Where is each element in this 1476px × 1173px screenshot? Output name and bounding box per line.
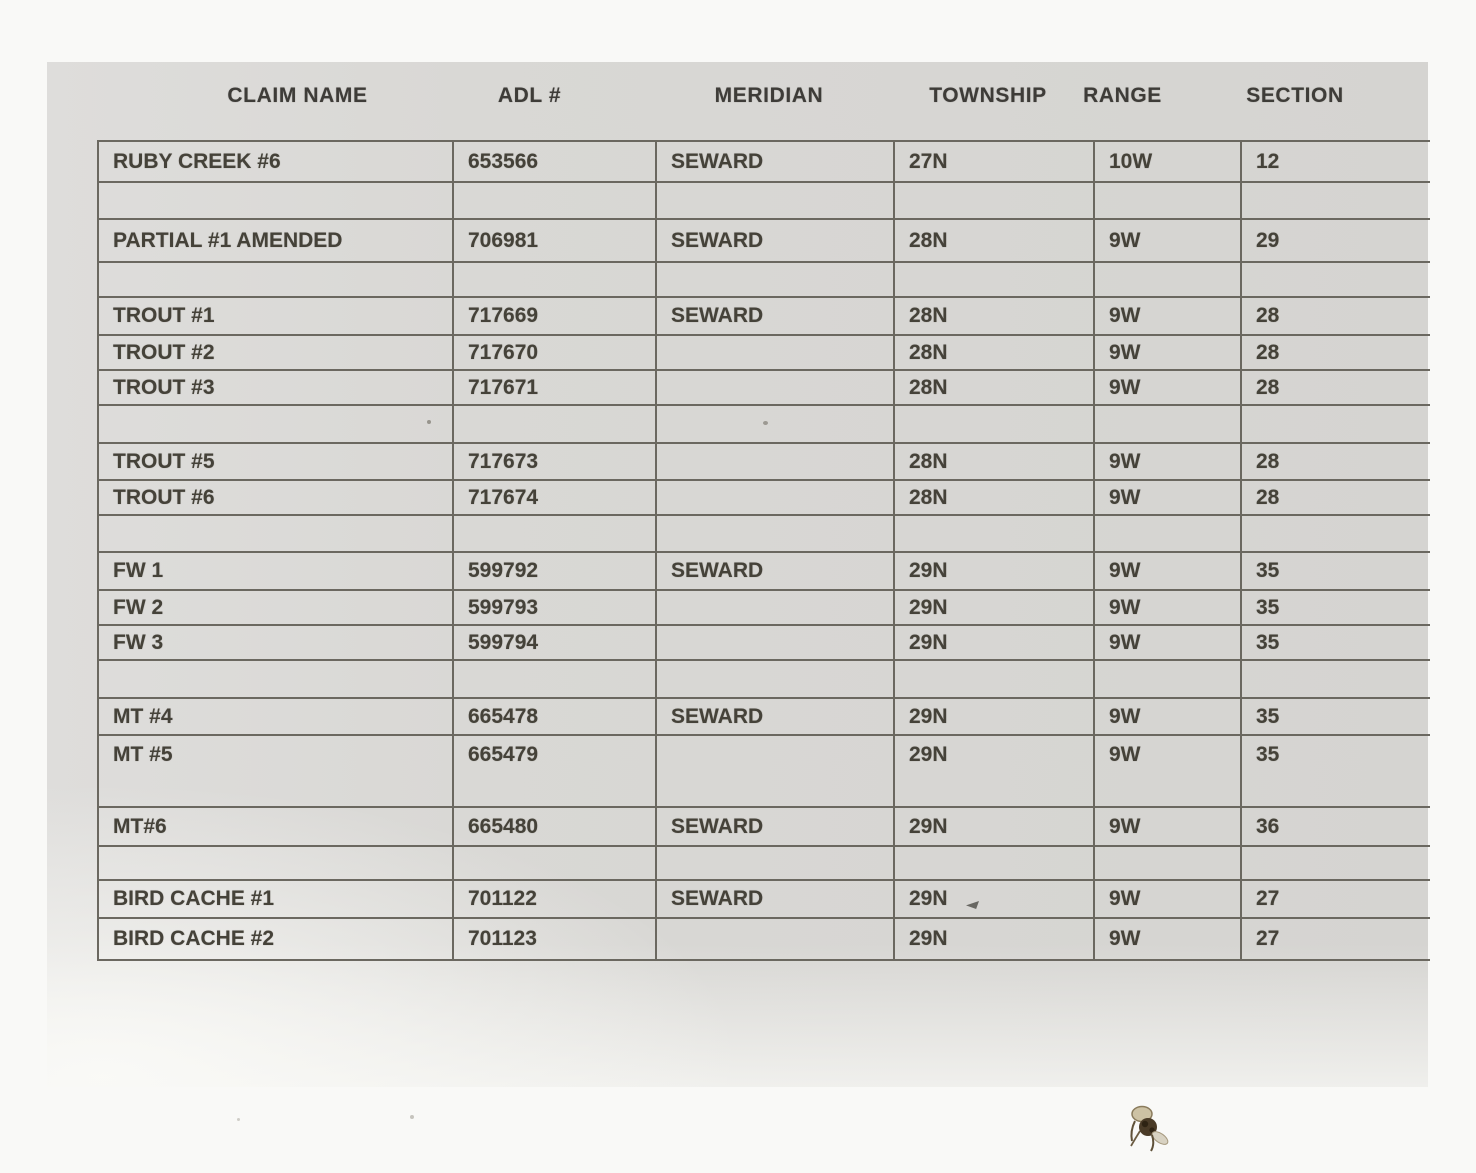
cell-section	[1242, 847, 1430, 879]
cell-adl	[454, 183, 657, 218]
cell-meridian: SEWARD	[657, 142, 895, 181]
column-header-claim-name: CLAIM NAME	[227, 84, 368, 107]
cell-meridian	[657, 263, 895, 296]
cell-range	[1095, 516, 1242, 551]
cell-section: 28	[1256, 449, 1280, 473]
cell-range: 9W	[1095, 699, 1242, 734]
spacer-row	[99, 516, 1430, 553]
cell-meridian	[657, 481, 895, 514]
cell-claim-name: FW 1	[99, 553, 454, 589]
cell-section: 28	[1256, 375, 1280, 399]
spacer-row	[99, 263, 1430, 298]
cell-claim-name	[99, 183, 454, 218]
cell-claim-name: BIRD CACHE #1	[99, 881, 454, 917]
cell-adl: 665478	[454, 699, 657, 734]
cell-adl	[454, 406, 657, 442]
table-row	[99, 881, 1430, 919]
cell-claim-name: PARTIAL #1 AMENDED	[99, 220, 454, 261]
cell-meridian	[657, 847, 895, 879]
cell-township: 28N	[895, 371, 1095, 404]
cell-claim-name	[99, 847, 454, 879]
column-header-meridian: MERIDIAN	[714, 84, 824, 107]
cell-claim-name: FW 3	[99, 626, 454, 659]
cell-adl: 599794	[454, 626, 657, 659]
cell-range: 9W	[1095, 481, 1242, 514]
cell-adl: 665480	[454, 808, 657, 845]
cell-meridian: SEWARD	[657, 808, 895, 845]
cell-section	[1242, 183, 1430, 218]
cell-claim-name: TROUT #6	[99, 481, 454, 514]
cell-meridian	[657, 444, 895, 479]
cell-range: 9W	[1095, 371, 1242, 404]
cell-section	[1242, 406, 1430, 442]
table-row	[99, 444, 1430, 481]
cell-range: 9W	[1095, 591, 1242, 624]
table-row	[99, 481, 1430, 516]
cell-adl: 701122	[454, 881, 657, 917]
cell-adl	[454, 661, 657, 697]
spacer-row	[99, 183, 1430, 220]
cell-claim-name: RUBY CREEK #6	[99, 142, 454, 181]
cell-township	[895, 516, 1095, 551]
claims-table	[97, 140, 1430, 961]
cell-meridian: SEWARD	[657, 699, 895, 734]
cell-section: 28	[1256, 340, 1280, 364]
cell-township: 27N	[895, 142, 1095, 181]
cell-adl: 701123	[454, 919, 657, 959]
cell-section: 36	[1256, 814, 1280, 838]
cell-claim-name: MT #4	[99, 699, 454, 734]
cell-section: 35	[1256, 595, 1280, 619]
cell-range: 9W	[1095, 881, 1242, 917]
table-row	[99, 336, 1430, 371]
cell-meridian: SEWARD	[657, 881, 895, 917]
cell-section: 28	[1256, 485, 1280, 509]
cell-claim-name: TROUT #3	[99, 371, 454, 404]
cell-claim-name: TROUT #2	[99, 336, 454, 369]
cell-claim-name: BIRD CACHE #2	[99, 919, 454, 959]
cell-township: 29N	[895, 808, 1095, 845]
cell-section: 35	[1256, 630, 1280, 654]
cell-claim-name	[99, 406, 454, 442]
cell-township: 28N	[895, 336, 1095, 369]
cell-meridian	[657, 626, 895, 659]
cell-claim-name: TROUT #5	[99, 444, 454, 479]
cell-adl: 665479	[454, 736, 657, 806]
cell-township: 29N	[895, 881, 1095, 917]
cell-township: 28N	[895, 444, 1095, 479]
cell-adl: 717669	[454, 298, 657, 334]
spacer-row	[99, 406, 1430, 444]
cell-section: 28	[1256, 304, 1280, 327]
cell-township	[895, 406, 1095, 442]
cell-range: 9W	[1095, 919, 1242, 959]
cell-section: 27	[1256, 927, 1280, 950]
cell-township: 28N	[895, 220, 1095, 261]
cell-range: 10W	[1095, 142, 1242, 181]
cell-meridian	[657, 371, 895, 404]
cell-range: 9W	[1095, 298, 1242, 334]
cell-range	[1095, 183, 1242, 218]
cell-meridian	[657, 183, 895, 218]
table-row	[99, 699, 1430, 736]
cell-adl	[454, 263, 657, 296]
cell-range: 9W	[1095, 736, 1242, 806]
cell-adl: 717670	[454, 336, 657, 369]
cell-township: 29N	[895, 699, 1095, 734]
column-header-range: RANGE	[1083, 84, 1162, 107]
cell-adl: 599792	[454, 553, 657, 589]
cell-range: 9W	[1095, 220, 1242, 261]
table-row	[99, 591, 1430, 626]
cell-township	[895, 847, 1095, 879]
cell-range: 9W	[1095, 626, 1242, 659]
cell-section: 35	[1256, 743, 1280, 766]
table-row	[99, 808, 1430, 847]
cell-adl	[454, 516, 657, 551]
cell-range: 9W	[1095, 553, 1242, 589]
cell-range	[1095, 406, 1242, 442]
cell-meridian	[657, 336, 895, 369]
cell-meridian	[657, 736, 895, 806]
cell-adl: 599793	[454, 591, 657, 624]
cell-section: 35	[1256, 559, 1280, 582]
cell-claim-name: MT#6	[99, 808, 454, 845]
cell-township: 29N	[895, 919, 1095, 959]
table-row	[99, 142, 1430, 183]
scan-speck	[237, 1118, 240, 1121]
cell-claim-name: MT #5	[99, 736, 454, 806]
cell-adl: 653566	[454, 142, 657, 181]
scan-speck	[763, 421, 768, 425]
cell-claim-name	[99, 516, 454, 551]
cell-township	[895, 183, 1095, 218]
cell-meridian	[657, 516, 895, 551]
cell-meridian	[657, 919, 895, 959]
cell-claim-name: TROUT #1	[99, 298, 454, 334]
cell-meridian: SEWARD	[657, 298, 895, 334]
table-row	[99, 553, 1430, 591]
cell-section	[1242, 263, 1430, 296]
cell-adl: 717671	[454, 371, 657, 404]
cell-township: 29N	[895, 591, 1095, 624]
cell-township: 28N	[895, 298, 1095, 334]
spacer-row	[99, 847, 1430, 881]
table-row	[99, 371, 1430, 406]
column-header-township: TOWNSHIP	[929, 84, 1047, 107]
cell-section: 35	[1256, 704, 1280, 728]
column-header-adl-number: ADL #	[497, 84, 562, 107]
cell-range	[1095, 661, 1242, 697]
cell-section	[1242, 516, 1430, 551]
column-header-section: SECTION	[1246, 84, 1344, 107]
cell-meridian	[657, 406, 895, 442]
table-row	[99, 736, 1430, 808]
cell-section	[1242, 661, 1430, 697]
cell-adl: 706981	[454, 220, 657, 261]
table-row	[99, 298, 1430, 336]
scan-speck	[427, 420, 431, 424]
cell-adl	[454, 847, 657, 879]
cell-range	[1095, 263, 1242, 296]
cell-township	[895, 661, 1095, 697]
table-row	[99, 220, 1430, 263]
cell-section: 29	[1256, 228, 1280, 252]
cell-adl: 717674	[454, 481, 657, 514]
table-header-row	[97, 84, 1428, 108]
cell-meridian: SEWARD	[657, 220, 895, 261]
cell-meridian: SEWARD	[657, 553, 895, 589]
spacer-row	[99, 661, 1430, 699]
cell-meridian	[657, 591, 895, 624]
cell-adl: 717673	[454, 444, 657, 479]
cell-township: 28N	[895, 481, 1095, 514]
cell-claim-name: FW 2	[99, 591, 454, 624]
cell-claim-name	[99, 263, 454, 296]
cell-range: 9W	[1095, 444, 1242, 479]
cell-section: 12	[1256, 149, 1280, 173]
cell-meridian	[657, 661, 895, 697]
cell-township: 29N	[895, 553, 1095, 589]
cell-range: 9W	[1095, 808, 1242, 845]
insect-debris	[1122, 1101, 1174, 1155]
cell-range	[1095, 847, 1242, 879]
cell-township: 29N	[895, 736, 1095, 806]
cell-township	[895, 263, 1095, 296]
table-row	[99, 919, 1430, 959]
paper-sheet	[47, 62, 1428, 1087]
table-row	[99, 626, 1430, 661]
cell-range: 9W	[1095, 336, 1242, 369]
cell-section: 27	[1256, 887, 1280, 910]
cell-claim-name	[99, 661, 454, 697]
scan-speck	[410, 1115, 414, 1119]
cell-township: 29N	[895, 626, 1095, 659]
